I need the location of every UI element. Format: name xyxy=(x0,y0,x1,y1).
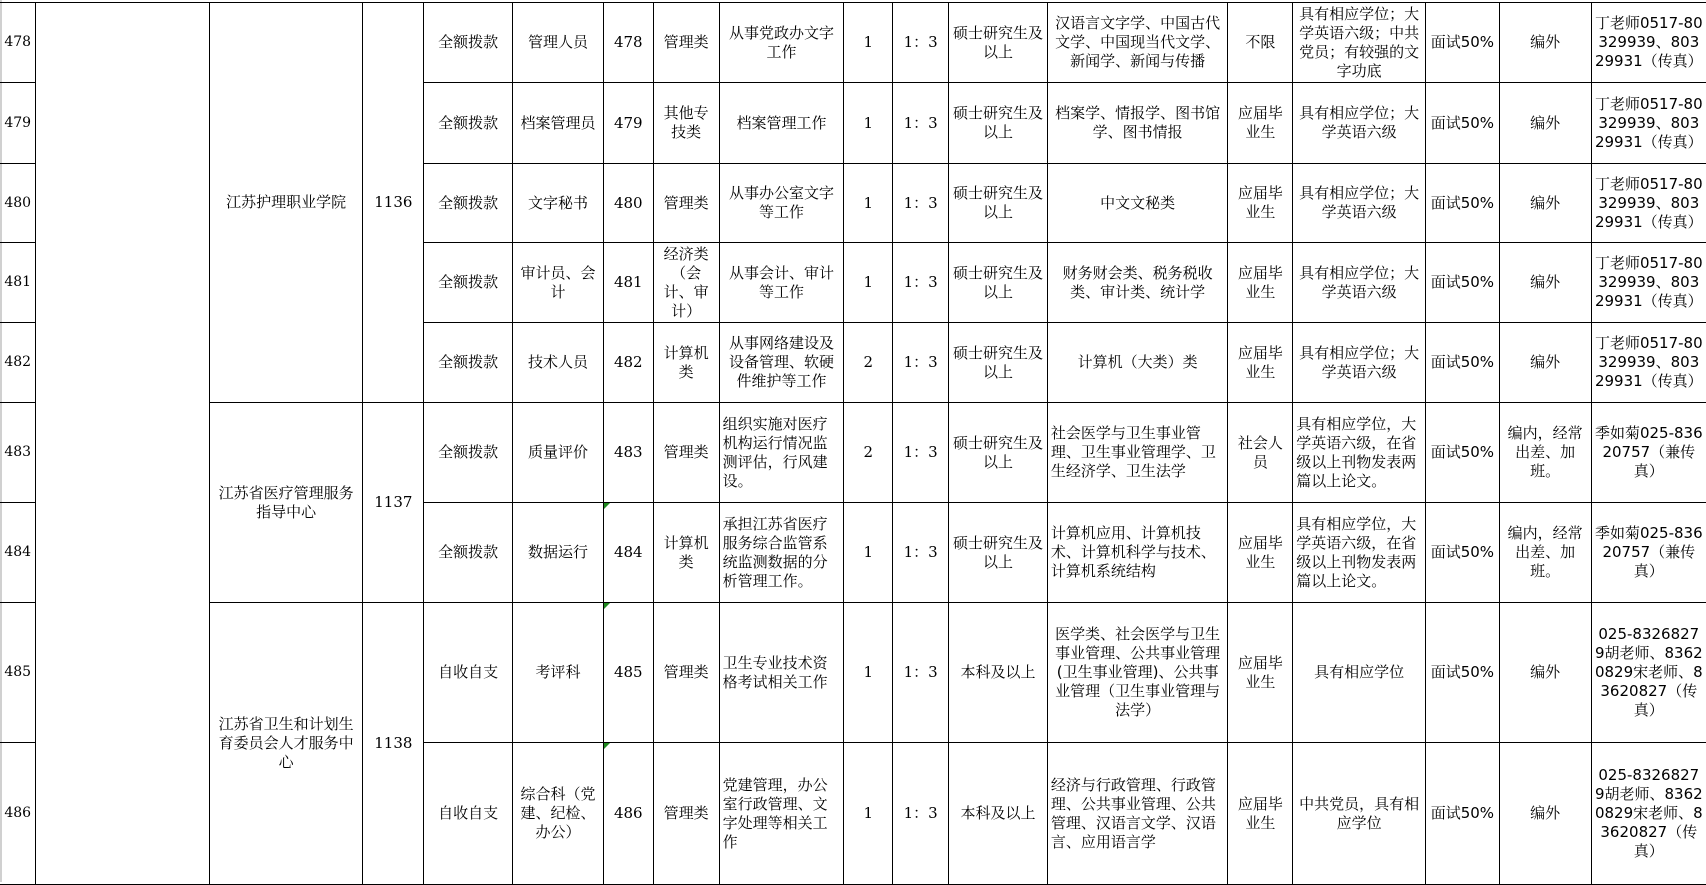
duties-cell[interactable]: 从事办公室文字等工作 xyxy=(719,164,844,243)
row-number[interactable]: 478 xyxy=(0,3,36,83)
position-cell[interactable]: 技术人员 xyxy=(513,323,604,403)
position-cell[interactable]: 文字秘书 xyxy=(513,164,604,243)
spreadsheet-grid xyxy=(0,2,1706,885)
duties-cell[interactable]: 卫生专业技术资格考试相关工作 xyxy=(719,603,844,743)
count-cell[interactable]: 1 xyxy=(844,164,893,243)
position-code-cell[interactable]: 482 xyxy=(603,323,653,403)
table-row xyxy=(0,603,1706,743)
contact-cell[interactable]: 025-83268279胡老师、83620829宋老师、83620827（传真） xyxy=(1591,743,1706,885)
notes-cell[interactable]: 编内，经常出差、加班。 xyxy=(1499,403,1591,503)
row-number[interactable]: 479 xyxy=(0,83,36,164)
other-reqs-cell[interactable]: 中共党员，具有相应学位 xyxy=(1293,743,1426,885)
org-name-cell[interactable]: 江苏省医疗管理服务指导中心 xyxy=(209,403,363,603)
other-reqs-cell[interactable]: 具有相应学位，大学英语六级，在省级以上刊物发表两篇以上论文。 xyxy=(1293,503,1426,603)
position-code-cell[interactable]: 480 xyxy=(603,164,653,243)
ratio-cell[interactable]: 1：3 xyxy=(893,83,949,164)
category-cell[interactable]: 管理类 xyxy=(653,164,719,243)
table-row xyxy=(0,403,1706,503)
notes-cell[interactable]: 编外 xyxy=(1499,83,1591,164)
duties-cell[interactable]: 组织实施对医疗机构运行情况监测评估，行风建设。 xyxy=(719,403,844,503)
org-name-cell[interactable]: 江苏省卫生和计划生育委员会人才服务中心 xyxy=(209,603,363,885)
education-cell[interactable]: 硕士研究生及以上 xyxy=(949,164,1048,243)
position-code-text: 486 xyxy=(613,804,643,822)
education-cell[interactable]: 硕士研究生及以上 xyxy=(949,323,1048,403)
exam-ratio-cell[interactable]: 面试50% xyxy=(1425,503,1499,603)
count-cell[interactable]: 1 xyxy=(844,743,893,885)
other-reqs-cell[interactable]: 具有相应学位；大学英语六级 xyxy=(1293,83,1426,164)
ratio-cell[interactable]: 1：3 xyxy=(893,3,949,83)
duties-cell[interactable]: 从事会计、审计等工作 xyxy=(719,243,844,323)
category-cell[interactable]: 管理类 xyxy=(653,403,719,503)
funding-cell[interactable]: 全额拨款 xyxy=(424,323,513,403)
funding-cell[interactable]: 全额拨款 xyxy=(424,83,513,164)
position-code-cell[interactable]: 479 xyxy=(603,83,653,164)
exam-ratio-cell[interactable]: 面试50% xyxy=(1425,603,1499,743)
duties-cell[interactable]: 从事党政办文字工作 xyxy=(719,3,844,83)
count-cell[interactable]: 1 xyxy=(844,83,893,164)
org-code-cell[interactable]: 1137 xyxy=(363,403,424,603)
notes-cell[interactable]: 编内，经常出差、加班。 xyxy=(1499,503,1591,603)
major-cell[interactable]: 社会医学与卫生事业管理、卫生事业管理学、卫生经济学、卫生法学 xyxy=(1047,403,1228,503)
position-code-text: 484 xyxy=(613,543,643,561)
row-number[interactable]: 482 xyxy=(0,323,36,403)
position-cell[interactable]: 考评科 xyxy=(513,603,604,743)
count-cell[interactable]: 2 xyxy=(844,323,893,403)
category-cell[interactable]: 管理类 xyxy=(653,3,719,83)
education-cell[interactable]: 硕士研究生及以上 xyxy=(949,243,1048,323)
position-cell[interactable]: 审计员、会计 xyxy=(513,243,604,323)
ratio-cell[interactable]: 1：3 xyxy=(893,743,949,885)
target-cell[interactable]: 应届毕业生 xyxy=(1228,323,1293,403)
contact-cell[interactable]: 025-83268279胡老师、83620829宋老师、83620827（传真） xyxy=(1591,603,1706,743)
education-cell[interactable]: 硕士研究生及以上 xyxy=(949,3,1048,83)
position-code-cell[interactable]: 483 xyxy=(603,403,653,503)
major-cell[interactable]: 计算机（大类）类 xyxy=(1047,323,1228,403)
category-cell[interactable]: 计算机类 xyxy=(653,503,719,603)
category-cell[interactable]: 经济类（会计、审计） xyxy=(653,243,719,323)
major-cell[interactable]: 中文文秘类 xyxy=(1047,164,1228,243)
position-code-cell[interactable]: 478 xyxy=(603,3,653,83)
contact-cell[interactable]: 丁老师0517-80329939、80329931（传真） xyxy=(1591,243,1706,323)
ratio-cell[interactable]: 1：3 xyxy=(893,323,949,403)
position-code-text: 485 xyxy=(613,663,643,681)
error-indicator-icon xyxy=(604,503,610,509)
education-cell[interactable]: 硕士研究生及以上 xyxy=(949,403,1048,503)
category-cell[interactable]: 计算机类 xyxy=(653,323,719,403)
funding-cell[interactable]: 全额拨款 xyxy=(424,503,513,603)
table-row xyxy=(0,3,1706,83)
ratio-cell[interactable]: 1：3 xyxy=(893,403,949,503)
education-cell[interactable]: 本科及以上 xyxy=(949,743,1048,885)
contact-cell[interactable]: 丁老师0517-80329939、80329931（传真） xyxy=(1591,323,1706,403)
position-cell[interactable]: 质量评价 xyxy=(513,403,604,503)
category-cell[interactable]: 管理类 xyxy=(653,743,719,885)
ratio-cell[interactable]: 1：3 xyxy=(893,503,949,603)
org-name-cell[interactable]: 江苏护理职业学院 xyxy=(209,3,363,403)
ratio-cell[interactable]: 1：3 xyxy=(893,603,949,743)
major-cell[interactable]: 汉语言文字学、中国古代文学、中国现当代文学、新闻学、新闻与传播 xyxy=(1047,3,1228,83)
notes-cell[interactable]: 编外 xyxy=(1499,603,1591,743)
funding-cell[interactable]: 全额拨款 xyxy=(424,243,513,323)
target-cell[interactable]: 应届毕业生 xyxy=(1228,243,1293,323)
duties-cell[interactable]: 党建管理，办公室行政管理、文字处理等相关工作 xyxy=(719,743,844,885)
target-cell[interactable]: 应届毕业生 xyxy=(1228,503,1293,603)
position-cell[interactable]: 综合科（党建、纪检、办公） xyxy=(513,743,604,885)
row-number[interactable]: 486 xyxy=(0,743,36,885)
position-cell[interactable]: 档案管理员 xyxy=(513,83,604,164)
target-cell[interactable]: 应届毕业生 xyxy=(1228,603,1293,743)
other-reqs-cell[interactable]: 具有相应学位；大学英语六级 xyxy=(1293,323,1426,403)
contact-cell[interactable]: 丁老师0517-80329939、80329931（传真） xyxy=(1591,3,1706,83)
count-cell[interactable]: 2 xyxy=(844,403,893,503)
position-code-cell[interactable]: 481 xyxy=(603,243,653,323)
row-number[interactable]: 484 xyxy=(0,503,36,603)
other-reqs-cell[interactable]: 具有相应学位；大学英语六级；中共党员；有较强的文字功底 xyxy=(1293,3,1426,83)
other-reqs-cell[interactable]: 具有相应学位；大学英语六级 xyxy=(1293,164,1426,243)
position-code-cell[interactable] xyxy=(603,503,653,603)
org-code-cell[interactable]: 1136 xyxy=(363,3,424,403)
exam-ratio-cell[interactable]: 面试50% xyxy=(1425,323,1499,403)
count-cell[interactable]: 1 xyxy=(844,503,893,603)
major-cell[interactable]: 财务财会类、税务税收类、审计类、统计学 xyxy=(1047,243,1228,323)
exam-ratio-cell[interactable]: 面试50% xyxy=(1425,164,1499,243)
row-number[interactable]: 483 xyxy=(0,403,36,503)
education-cell[interactable]: 硕士研究生及以上 xyxy=(949,83,1048,164)
exam-ratio-cell[interactable]: 面试50% xyxy=(1425,743,1499,885)
target-cell[interactable]: 应届毕业生 xyxy=(1228,83,1293,164)
row-number[interactable]: 480 xyxy=(0,164,36,243)
position-cell[interactable]: 管理人员 xyxy=(513,3,604,83)
ratio-cell[interactable]: 1：3 xyxy=(893,164,949,243)
contact-cell[interactable]: 丁老师0517-80329939、80329931（传真） xyxy=(1591,164,1706,243)
funding-cell[interactable]: 全额拨款 xyxy=(424,403,513,503)
funding-cell[interactable]: 全额拨款 xyxy=(424,164,513,243)
target-cell[interactable]: 社会人员 xyxy=(1228,403,1293,503)
major-cell[interactable]: 档案学、情报学、图书馆学、图书情报 xyxy=(1047,83,1228,164)
exam-ratio-cell[interactable]: 面试50% xyxy=(1425,403,1499,503)
dept-cell[interactable] xyxy=(36,3,209,885)
contact-cell[interactable]: 季如菊025-83620757（兼传真） xyxy=(1591,403,1706,503)
error-indicator-icon xyxy=(604,603,610,609)
notes-cell[interactable]: 编外 xyxy=(1499,323,1591,403)
count-cell[interactable]: 1 xyxy=(844,603,893,743)
count-cell[interactable]: 1 xyxy=(844,3,893,83)
position-code-cell[interactable] xyxy=(603,603,653,743)
error-indicator-icon xyxy=(604,743,610,749)
major-cell[interactable]: 计算机应用、计算机技术、计算机科学与技术、计算机系统结构 xyxy=(1047,503,1228,603)
notes-cell[interactable]: 编外 xyxy=(1499,3,1591,83)
count-cell[interactable]: 1 xyxy=(844,243,893,323)
exam-ratio-cell[interactable]: 面试50% xyxy=(1425,83,1499,164)
position-cell[interactable]: 数据运行 xyxy=(513,503,604,603)
row-number[interactable]: 481 xyxy=(0,243,36,323)
other-reqs-cell[interactable]: 具有相应学位，大学英语六级，在省级以上刊物发表两篇以上论文。 xyxy=(1293,403,1426,503)
notes-cell[interactable]: 编外 xyxy=(1499,243,1591,323)
row-number[interactable]: 485 xyxy=(0,603,36,743)
education-cell[interactable]: 硕士研究生及以上 xyxy=(949,503,1048,603)
category-cell[interactable]: 管理类 xyxy=(653,603,719,743)
notes-cell[interactable]: 编外 xyxy=(1499,164,1591,243)
education-cell[interactable]: 本科及以上 xyxy=(949,603,1048,743)
category-cell[interactable]: 其他专技类 xyxy=(653,83,719,164)
contact-cell[interactable]: 丁老师0517-80329939、80329931（传真） xyxy=(1591,83,1706,164)
funding-cell[interactable]: 自收自支 xyxy=(424,603,513,743)
target-cell[interactable]: 应届毕业生 xyxy=(1228,164,1293,243)
duties-cell[interactable]: 档案管理工作 xyxy=(719,83,844,164)
funding-cell[interactable]: 全额拨款 xyxy=(424,3,513,83)
funding-cell[interactable]: 自收自支 xyxy=(424,743,513,885)
position-code-cell[interactable] xyxy=(603,743,653,885)
major-cell[interactable]: 经济与行政管理、行政管理、公共事业管理、公共管理、汉语言文学、汉语言、应用语言学 xyxy=(1047,743,1228,885)
other-reqs-cell[interactable]: 具有相应学位 xyxy=(1293,603,1426,743)
duties-cell[interactable]: 承担江苏省医疗服务综合监管系统监测数据的分析管理工作。 xyxy=(719,503,844,603)
exam-ratio-cell[interactable]: 面试50% xyxy=(1425,243,1499,323)
major-cell[interactable]: 医学类、社会医学与卫生事业管理、公共事业管理(卫生事业管理)、公共事业管理（卫生事业管理与法学） xyxy=(1047,603,1228,743)
contact-cell[interactable]: 季如菊025-83620757（兼传真） xyxy=(1591,503,1706,603)
duties-cell[interactable]: 从事网络建设及设备管理、软硬件维护等工作 xyxy=(719,323,844,403)
org-code-cell[interactable]: 1138 xyxy=(363,603,424,885)
notes-cell[interactable]: 编外 xyxy=(1499,743,1591,885)
exam-ratio-cell[interactable]: 面试50% xyxy=(1425,3,1499,83)
target-cell[interactable]: 不限 xyxy=(1228,3,1293,83)
target-cell[interactable]: 应届毕业生 xyxy=(1228,743,1293,885)
other-reqs-cell[interactable]: 具有相应学位；大学英语六级 xyxy=(1293,243,1426,323)
ratio-cell[interactable]: 1：3 xyxy=(893,243,949,323)
